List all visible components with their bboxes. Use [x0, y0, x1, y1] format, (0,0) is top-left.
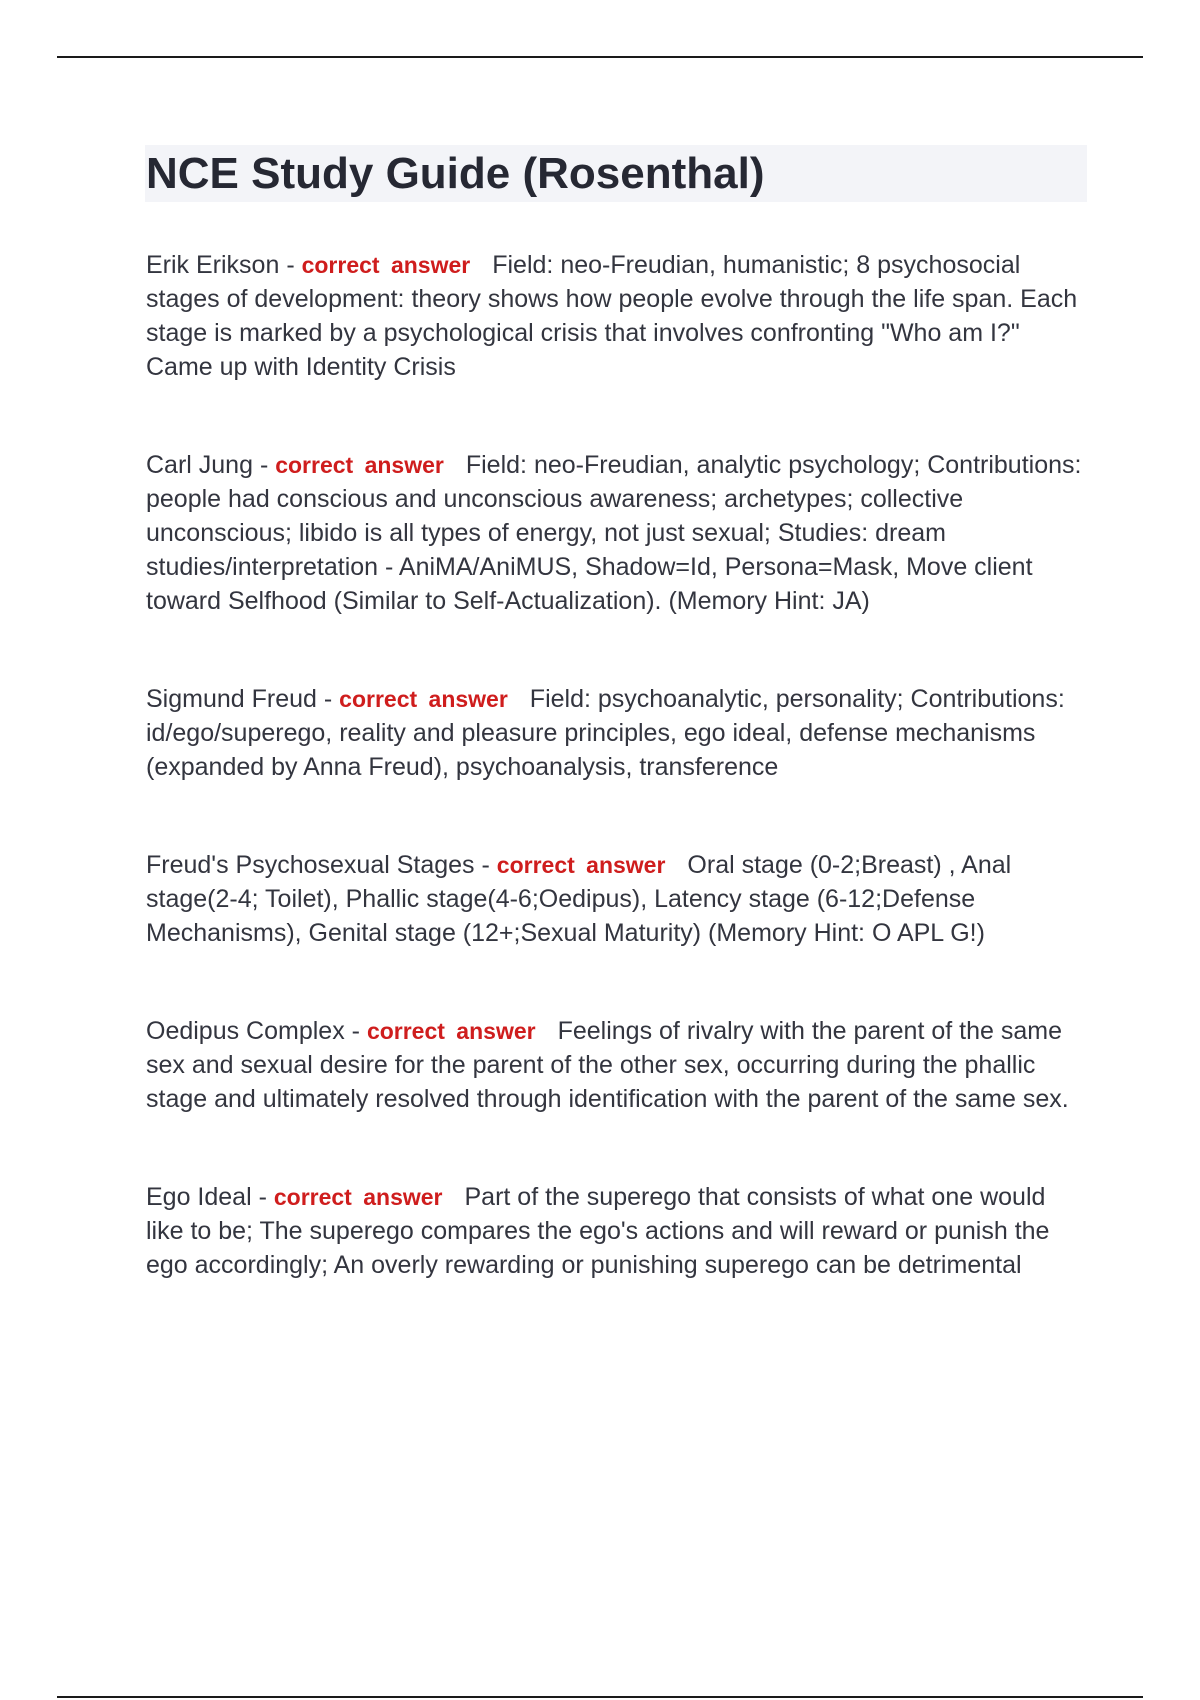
entry-term: Erik Erikson — [146, 251, 280, 279]
entry-separator: - — [279, 251, 302, 279]
entry-term: Carl Jung — [146, 451, 253, 479]
entry-definition: Field: psychoanalytic, personality; Contributions: id/ego/superego, reality and pleasure principles, ego ideal, defense mechanisms (expanded by Anna Freud), psychoanalysis, transference — [146, 685, 1065, 781]
entry-term: Ego Ideal — [146, 1183, 252, 1211]
entry-definition: Oral stage (0-2;Breast) , Anal stage(2-4; Toilet), Phallic stage(4-6;Oedipus), Latency stage (6-12;Defense Mechanisms), Genital stage (12+;Sexual Maturity) (Memory Hint: O APL G!) — [146, 851, 1012, 947]
entry-ego-ideal — [146, 1180, 1088, 1282]
entry-oedipus-complex — [146, 1014, 1088, 1116]
correct-answer-label: correct answer — [273, 1184, 443, 1210]
entry-separator: - — [344, 1017, 367, 1045]
entry-term: Sigmund Freud — [146, 685, 317, 713]
entry-definition: Feelings of rivalry with the parent of the same sex and sexual desire for the parent of the other sex, occurring during the phallic stage and ultimately resolved through identification with the parent of the same sex. — [146, 1017, 1069, 1113]
correct-answer-label: correct answer — [301, 252, 471, 278]
correct-answer-label: correct answer — [366, 1018, 536, 1044]
entry-separator: - — [251, 1183, 274, 1211]
page-title: NCE Study Guide (Rosenthal) — [146, 149, 765, 198]
entry-definition: Field: neo-Freudian, humanistic; 8 psychosocial stages of development: theory shows how people evolve through the life span. Each stage is marked by a psychological crisis that involves confronting "Who am I?" Came up with Identity Crisis — [146, 251, 1078, 381]
entry-erik-erikson — [146, 248, 1088, 384]
entries-list — [146, 248, 1088, 1282]
entry-separator: - — [474, 851, 497, 879]
correct-answer-label: correct answer — [275, 452, 444, 478]
entry-term: Oedipus Complex — [146, 1017, 345, 1045]
correct-answer-label: correct answer — [496, 852, 666, 878]
entry-freuds-psychosexual-stages — [146, 848, 1088, 950]
correct-answer-label: correct answer — [339, 686, 508, 712]
page-top-rule — [57, 56, 1143, 58]
entry-definition: Field: neo-Freudian, analytic psychology; Contributions: people had conscious and unconscious awareness; archetypes; collective unconscious; libido is all types of energy, not just sexual; Studies: dream studies/interpretation - AniMA/AniMUS, Shadow=Id, Persona=Mask, Move client toward Selfhood (Similar to Self-Actualization). (Memory Hint: JA) — [146, 451, 1082, 615]
entry-carl-jung — [146, 448, 1088, 618]
entry-separator: - — [253, 451, 276, 479]
entry-term: Freud's Psychosexual Stages — [146, 851, 475, 879]
page-bottom-rule — [57, 1696, 1143, 1698]
entry-separator: - — [316, 685, 340, 713]
entry-sigmund-freud — [146, 682, 1088, 784]
entry-definition: Part of the superego that consists of what one would like to be; The superego compares the ego's actions and will reward or punish the ego accordingly; An overly rewarding or punishing superego can be detrimental — [146, 1183, 1050, 1279]
